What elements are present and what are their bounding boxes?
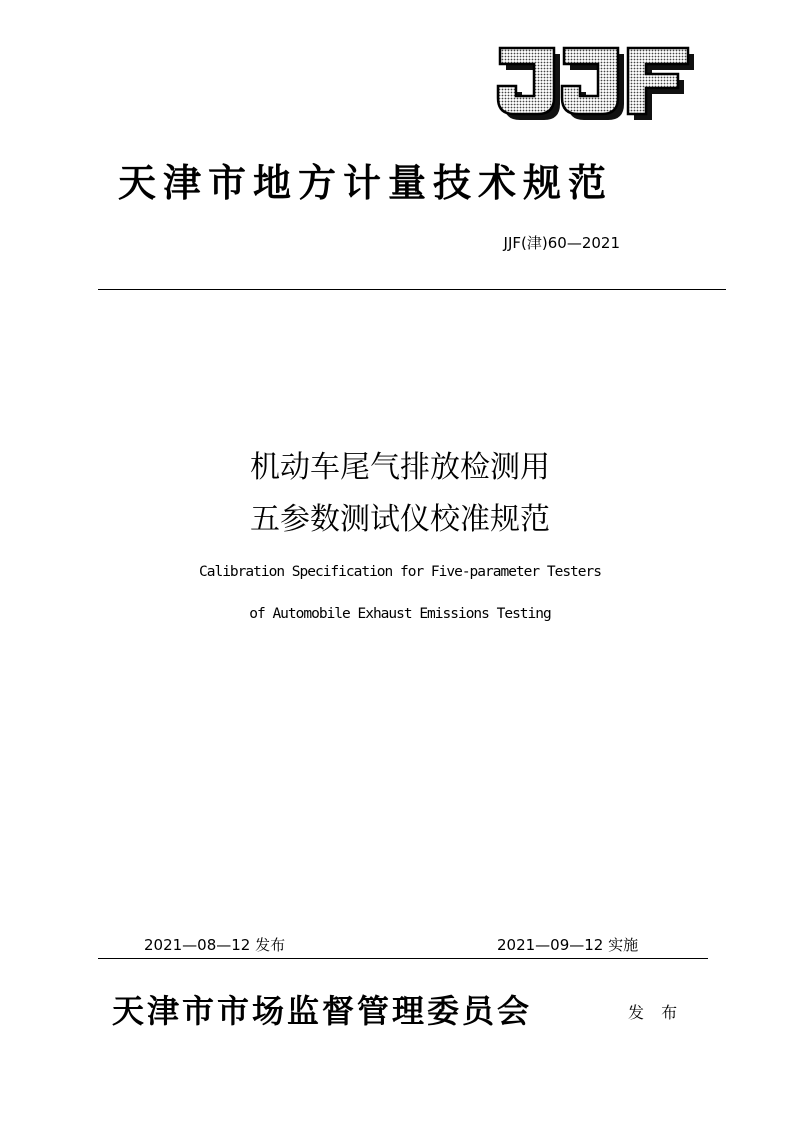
issuing-authority: 天津市市场监督管理委员会 [112,992,533,1030]
jjf-logo [492,46,696,122]
document-type-heading: 天津市地方计量技术规范 [118,160,614,205]
top-divider [98,289,726,290]
issuing-authority-suffix: 发 布 [628,1003,684,1022]
title-chinese-line-1: 机动车尾气排放检测用 [250,450,550,485]
bottom-divider [98,958,708,959]
title-english-line-1: Calibration Specification for Five-parameter Testers [199,564,601,580]
title-chinese-line-2: 五参数测试仪校准规范 [250,502,550,537]
document-number: JJF(津)60—2021 [503,234,620,252]
issue-date: 2021—08—12 发布 [144,936,286,954]
implementation-date: 2021—09—12 实施 [497,936,639,954]
title-english-line-2: of Automobile Exhaust Emissions Testing [249,606,551,622]
